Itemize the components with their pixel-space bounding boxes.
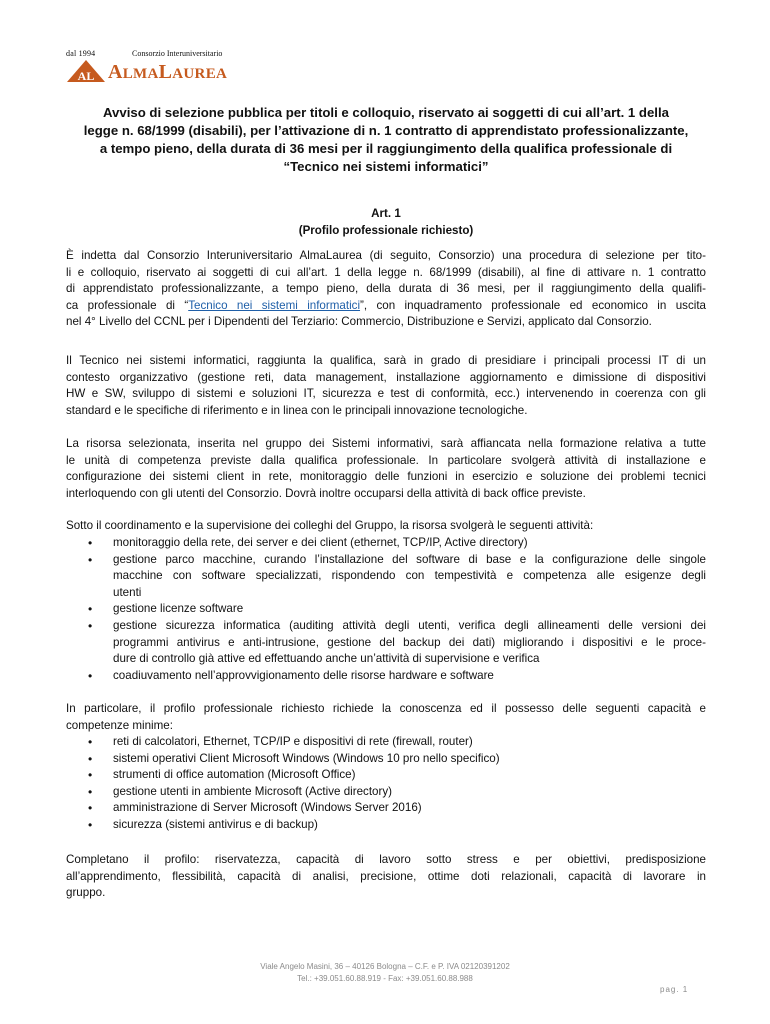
article-subtitle: (Profilo professionale richiesto) <box>298 224 474 237</box>
text-line: all’apprendimento, flessibilità, capacità di analisi, precisione, ottime doti relazionali, capacità di lavorare in <box>66 869 706 883</box>
text-line: In particolare, il profilo professionale richiesto richiede la conoscenza ed il possesso delle seguenti capacità e <box>66 702 706 715</box>
list-item: • amministrazione di Server Microsoft (Windows Server 2016) <box>66 800 706 817</box>
list-item: • coadiuvamento nell’approvvigionamento delle risorse hardware e software <box>66 668 706 685</box>
list-item: • gestione licenze software <box>66 601 706 618</box>
footer-address: Viale Angelo Masini, 36 – 40126 Bologna – C.F. e P. IVA 02120391202 <box>260 962 510 971</box>
logo-brand: ALMALAUREA <box>108 61 228 83</box>
logo-consortium: Consorzio Interuniversitario <box>132 49 223 58</box>
skills-list <box>66 734 706 834</box>
activities-intro <box>66 518 706 535</box>
paragraph-role <box>66 353 706 419</box>
title-line: Avviso di selezione pubblica per titoli e colloquio, riservato ai soggetti di cui all’art. 1 della <box>103 105 669 120</box>
list-item: • gestione sicurezza informatica (auditing attività degli utenti, verifica degli allineamenti delle versioni dei programmi antivirus e anti-intrusione, gestione del backup dei dati) migliorando i dispositivi e le proce- dure di controllo già attive ed effettuando anche un’attività di supervisione e verifica <box>66 618 706 668</box>
skills-intro <box>66 701 706 734</box>
text-line: interloquendo con gli utenti del Consorzio. Dovrà inoltre occuparsi della attività di back office previste. <box>66 486 586 500</box>
list-item: • gestione parco macchine, curando l’installazione del software di base e la configurazione delle singole macchine con software specializzati, rispondendo con tempestività e competenza alle esigenze degli utenti <box>66 552 706 602</box>
text-line: le unità di competenza previste dalla qualifica professionale. In particolare svolgerà attività di installazione e <box>66 453 706 467</box>
list-item: • reti di calcolatori, Ethernet, TCP/IP e dispositivi di rete (firewall, router) <box>66 734 706 751</box>
list-item: • sistemi operativi Client Microsoft Windows (Windows 10 pro nello specifico) <box>66 751 706 768</box>
title-line: legge n. 68/1999 (disabili), per l’attivazione di n. 1 contratto di apprendistato professionalizzante, <box>83 123 689 138</box>
list-item: • strumenti di office automation (Microsoft Office) <box>66 767 706 784</box>
page-footer <box>0 961 770 985</box>
text-line: contesto organizzativo (gestione reti, data management, installazione aggiornamento e dimissione di dispositivi <box>66 370 706 384</box>
text-line: di apprendistato professionalizzante, a tempo pieno, della durata di 36 mesi, per il raggiungimento della qualifi- <box>66 282 706 296</box>
list-item: • gestione utenti in ambiente Microsoft (Active directory) <box>66 784 706 801</box>
logo-mark-text: AL <box>77 69 95 83</box>
list-item: • sicurezza (sistemi antivirus e di backup) <box>66 817 706 834</box>
text-line: La risorsa selezionata, inserita nel gruppo dei Sistemi informativi, sarà affiancata nella formazione relativa a tutte <box>66 437 706 450</box>
text-line: Sotto il coordinamento e la supervisione dei colleghi del Gruppo, la risorsa svolgerà le seguenti attività: <box>66 519 594 532</box>
text-line: gruppo. <box>66 886 106 900</box>
list-item: • monitoraggio della rete, dei server e dei client (ethernet, TCP/IP, Active directory) <box>66 535 706 552</box>
text-line: competenze minime: <box>66 718 173 732</box>
text-line: li e colloquio, riservato ai soggetti di cui all’art. 1 della legge n. 68/1999 (disabili), al fine di attivare n. 1 contratto <box>66 265 706 279</box>
title-line: a tempo pieno, della durata di 36 mesi per il raggiungimento della qualifica professionale di <box>99 141 673 156</box>
text-line: Completano il profilo: riservatezza, capacità di lavoro sotto stress e per obiettivi, predisposizione <box>66 853 706 866</box>
activities-list <box>66 535 706 684</box>
text-line: nel 4° Livello del CCNL per i Dipendenti del Terziario: Commercio, Distribuzione e Servizi, applicato dal Consorzio. <box>66 315 652 329</box>
footer-contacts: Tel.: +39.051.60.88.919 - Fax: +39.051.60.88.988 <box>297 974 473 983</box>
text-line: Il Tecnico nei sistemi informatici, raggiunta la qualifica, sarà in grado di presidiare i principali processi IT di un <box>66 354 706 367</box>
title-line: “Tecnico nei sistemi informatici” <box>283 159 489 174</box>
text-line: configurazione dei sistemi client in rete, monitoraggio delle funzioni in esercizio e soluzione dei problemi tecnici <box>66 470 706 484</box>
text-line: È indetta dal Consorzio Interuniversitario AlmaLaurea (di seguito, Consorzio) una procedura di selezione per tito- <box>66 249 706 262</box>
almalaurea-logo <box>66 49 266 85</box>
paragraph-intro <box>66 248 706 331</box>
logo-since: dal 1994 <box>66 49 96 58</box>
page-number: pag. 1 <box>660 985 689 994</box>
qualification-link[interactable]: Tecnico nei sistemi informatici <box>188 298 361 312</box>
paragraph-training <box>66 436 706 502</box>
notice-title <box>66 104 706 176</box>
article-number: Art. 1 <box>371 207 401 220</box>
logo-mark-icon <box>66 59 106 83</box>
article-heading <box>66 205 706 239</box>
text-line: ca professionale di “Tecnico nei sistemi informatici”, con inquadramento professionale ed economico in uscita <box>66 298 706 312</box>
paragraph-soft-skills <box>66 852 706 902</box>
text-line: standard e le specifiche di riferimento e in linea con le principali innovazione tecnologiche. <box>66 403 528 417</box>
text-line: HW e SW, sviluppo di sistemi e soluzioni IT, sicurezza e test di conformità, ecc.) intervenendo in coerenza con gli <box>66 387 706 401</box>
